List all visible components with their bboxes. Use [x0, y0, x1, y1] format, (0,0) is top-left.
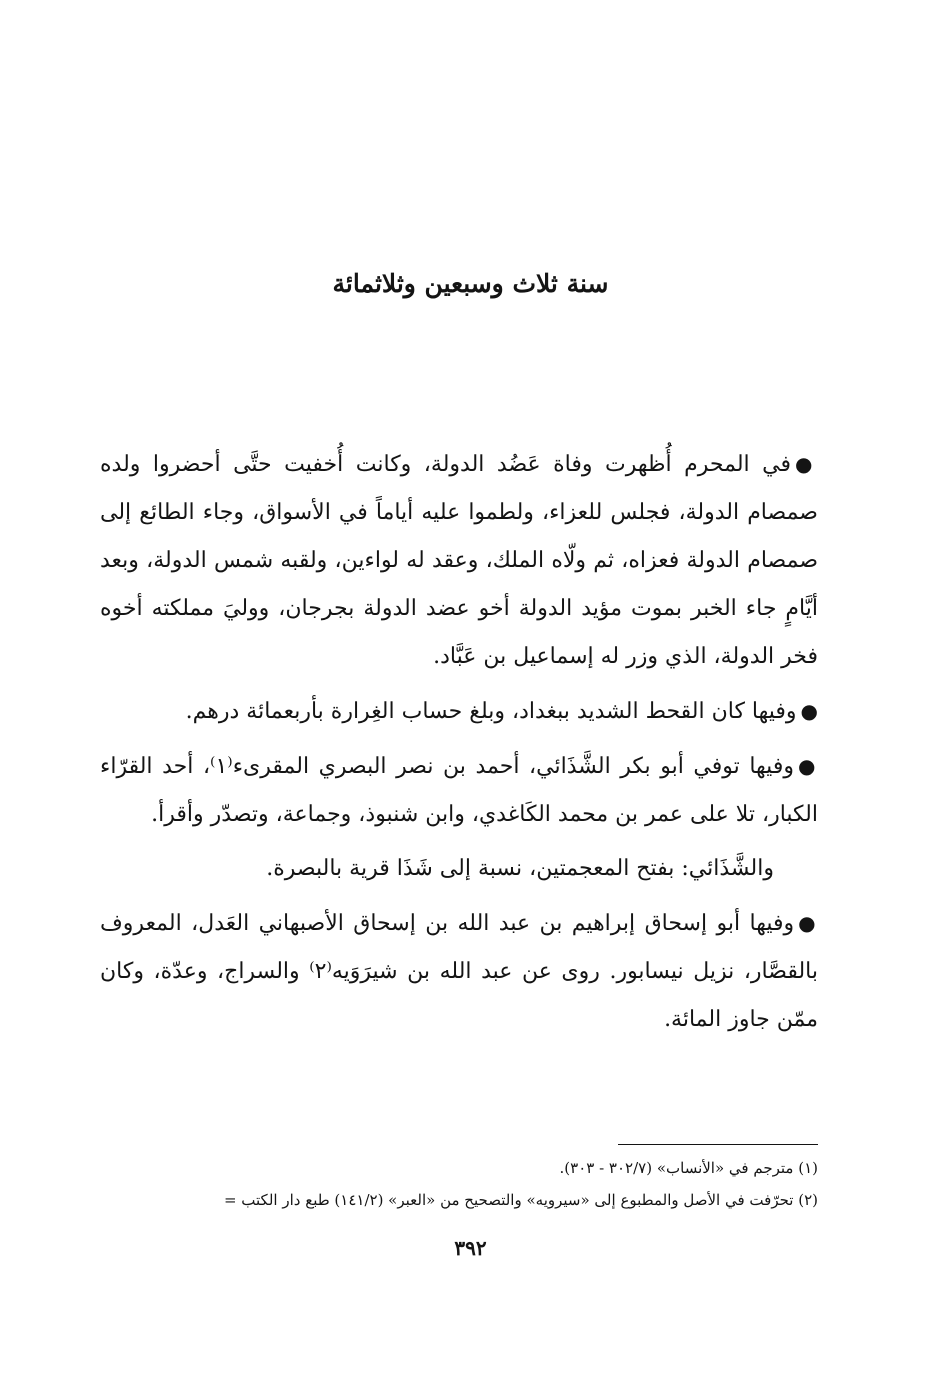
chapter-title: سنة ثلاث وسبعين وثلاثمائة	[332, 269, 609, 298]
footnote-2: (٢) تحرّفت في الأصل والمطبوع إلى «سيرويه» والتصحيح من «العبر» (١٤١/٢) طبع دار الكتب =	[223, 1191, 818, 1209]
paragraph-4	[100, 845, 818, 893]
paragraph-5	[100, 899, 818, 1044]
paragraph-text: وفيها كان القحط الشديد ببغداد، وبلغ حساب الغِرارة بأربعمائة درهم.	[185, 699, 797, 724]
paragraph-text: وفيها توفي أبو بكر الشَّذَائي، أحمد بن نصر البصري المقرىء⁽١⁾، أحد القرّاء الكبار، تلا على عمر بن محمد الكَاغدي، وابن شنبوذ، وجماعة، وتصدّر وأقرأ.	[100, 754, 818, 827]
body-text	[100, 440, 818, 1050]
paragraph-3	[100, 742, 818, 839]
footnote-divider	[618, 1144, 818, 1145]
paragraph-text: والشَّذَائي: بفتح المعجمتين، نسبة إلى شَذَا قرية بالبصرة.	[266, 856, 774, 881]
bullet-icon: ●	[795, 452, 818, 476]
bullet-icon: ●	[798, 911, 819, 935]
footnote-1: (١) مترجم في «الأنساب» (٣٠٢/٧ - ٣٠٣).	[559, 1159, 818, 1177]
footnotes	[100, 1152, 818, 1216]
paragraph-text: في المحرم أُظهرت وفاة عَضُد الدولة، وكانت أُخفيت حتَّى أحضروا ولده صمصام الدولة، فجلس للعزاء، ولطموا عليه أياماً في الأسواق، وجاء الطائع إلى صمصام الدولة فعزاه، ثم ولّاه الملك، وعقد له لواءين، ولقبه شمس الدولة، وبعد أيَّامٍ جاء الخبر بموت مؤيد الدولة أخو عضد الدولة بجرجان، ووليَ مملكته أخوه فخر الدولة، الذي وزر له إسماعيل بن عَبَّاد.	[100, 452, 818, 669]
paragraph-1	[100, 440, 818, 681]
bullet-icon: ●	[797, 754, 819, 778]
bullet-icon: ●	[800, 699, 818, 723]
page-number: ٣٩٢	[454, 1236, 487, 1260]
paragraph-text: وفيها أبو إسحاق إبراهيم بن عبد الله بن إسحاق الأصبهاني العَدل، المعروف بالقصَّار، نزيل نيسابور. روى عن عبد الله بن شيرَوَيه⁽٢⁾ والسراج، وعدّة، وكان ممّن جاوز المائة.	[100, 911, 818, 1032]
paragraph-2	[100, 687, 818, 736]
